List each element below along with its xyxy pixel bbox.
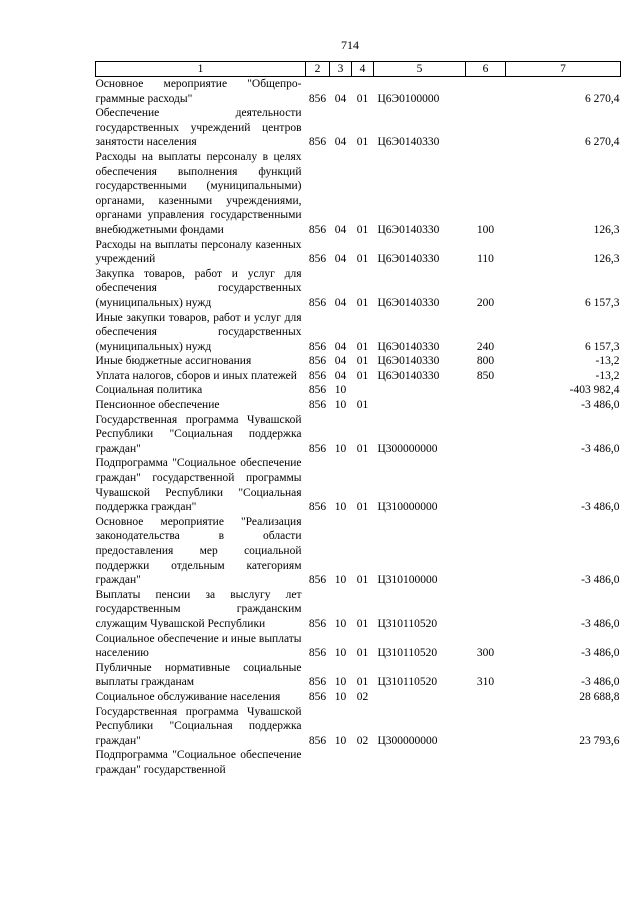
table-row [96,354,621,369]
row-ministry-code: 856 [308,690,327,703]
table-row [96,588,621,632]
row-expense-type-code [466,588,506,632]
column-header-subsection: 4 [352,62,374,77]
row-subsection-code: 01 [356,574,369,587]
row-name: Пенсионное обеспечение [95,399,220,412]
row-name: Государственная программа Чувашской Республики "Социальная поддержка граждан" [95,413,302,455]
row-target-item-code: Ц310110520 [377,617,438,630]
row-expense-type-code: 300 [476,647,495,660]
row-section-code: 04 [334,355,347,368]
row-subsection-code: 01 [356,676,369,689]
row-subsection-code: 01 [356,92,369,105]
row-expense-type-code [466,413,506,457]
row-amount: -3 486,0 [581,501,620,514]
row-name: Закупка товаров, работ и услуг для обеспечения государственных (муниципальных) нужд [95,267,302,309]
table-row [96,661,621,690]
row-section-code: 04 [334,223,347,236]
row-target-item-code [374,398,466,413]
row-section-code: 10 [334,501,347,514]
row-section-code: 10 [334,734,347,747]
row-expense-type-code: 800 [476,355,495,368]
table-row [96,690,621,705]
row-ministry-code: 856 [308,253,327,266]
row-target-item-code: Ц300000000 [377,734,438,747]
row-target-item-code: Ц6Э0140330 [377,340,440,353]
column-header-expense-type: 6 [466,62,506,77]
row-name: Государственная программа Чувашской Республики "Социальная поддержка граждан" [95,705,302,747]
row-target-item-code: Ц6Э0100000 [377,92,440,105]
row-expense-type-code [466,77,506,107]
row-target-item-code: Ц6Э0140330 [377,223,440,236]
row-subsection-code [352,383,374,398]
row-section-code: 04 [334,340,347,353]
row-name: Иные закупки товаров, работ и услуг для обеспечения государственных (муниципальных) нужд [95,311,302,353]
row-target-item-code: Ц6Э0140330 [377,296,440,309]
row-section-code: 04 [334,296,347,309]
row-expense-type-code: 200 [476,296,495,309]
row-subsection-code: 01 [356,399,369,412]
row-name: Социальное обслуживание населения [95,690,281,703]
row-amount: -3 486,0 [581,399,620,412]
row-subsection-code: 01 [356,340,369,353]
column-header-amount: 7 [506,62,621,77]
row-name: Основное мероприятие "Реализация законодательства в области предоставления мер социальной поддержки отдельным категориям граждан" [95,515,302,587]
row-amount: -3 486,0 [581,676,620,689]
row-target-item-code: Ц300000000 [377,442,438,455]
page-number: 714 [341,38,359,52]
row-subsection-code: 01 [356,296,369,309]
row-target-item-code: Ц6Э0140330 [377,136,440,149]
row-section-code: 04 [334,253,347,266]
row-section-code: 10 [334,647,347,660]
row-name: Иные бюджетные ассигнования [95,355,252,368]
row-name: Социальная политика [95,384,203,397]
row-name: Расходы на выплаты персоналу в целях обеспечения выполнения функций государственными (муниципальными) органами, казенными учреждениями, органами управления государственными внебюджетными фондами [95,150,302,236]
row-ministry-code: 856 [308,340,327,353]
row-subsection-code: 01 [356,501,369,514]
row-amount: -13,2 [595,355,620,368]
table-row [96,238,621,267]
row-expense-type-code: 850 [476,369,495,382]
row-expense-type-code [466,515,506,588]
row-expense-type-code [466,690,506,705]
row-section-code: 10 [334,574,347,587]
row-expense-type-code: 110 [477,253,494,266]
row-name: Основное мероприятие "Общепро-граммные расходы" [95,78,302,105]
column-header-section: 3 [330,62,352,77]
row-name: Расходы на выплаты персоналу казенных учреждений [95,238,302,266]
table-row [96,311,621,355]
row-subsection-code: 02 [356,734,369,747]
row-amount: -3 486,0 [581,647,620,660]
row-expense-type-code [466,705,506,749]
table-row [96,150,621,238]
row-target-item-code: Ц6Э0140330 [377,253,440,266]
row-target-item-code: Ц6Э0140330 [377,369,440,382]
column-header-target-item: 5 [374,62,466,77]
row-amount: -13,2 [595,369,620,382]
row-amount: 6 270,4 [585,136,620,149]
row-ministry-code: 856 [308,223,327,236]
table-row [96,632,621,661]
row-amount: 6 157,3 [585,296,620,309]
table-row [96,398,621,413]
row-target-item-code: Ц6Э0140330 [377,355,440,368]
row-amount: 23 793,6 [579,734,620,747]
row-expense-type-code: 310 [476,676,495,689]
table-row [96,267,621,311]
row-expense-type-code: 100 [476,223,495,236]
row-ministry-code: 856 [308,574,327,587]
row-section-code: 10 [334,617,347,630]
row-expense-type-code [466,456,506,514]
row-expense-type-code [466,383,506,398]
row-subsection-code: 02 [356,690,369,703]
row-section-code [330,748,352,777]
row-ministry-code: 856 [308,384,327,397]
row-target-item-code: Ц310110520 [377,676,438,689]
row-target-item-code [374,690,466,705]
column-header-name: 1 [96,62,306,77]
row-name: Выплаты пенсии за выслугу лет государственным гражданским служащим Чувашской Республики [95,588,302,630]
row-ministry-code: 856 [308,399,327,412]
row-name: Публичные нормативные социальные выплаты гражданам [95,661,302,689]
column-header-ministry: 2 [306,62,330,77]
row-target-item-code: Ц310110520 [377,647,438,660]
row-subsection-code [352,748,374,777]
row-amount: 6 157,3 [585,340,620,353]
row-ministry-code: 856 [308,355,327,368]
table-row [96,515,621,588]
row-subsection-code: 01 [356,647,369,660]
row-ministry-code: 856 [308,136,327,149]
row-section-code: 04 [334,92,347,105]
row-ministry-code: 856 [308,442,327,455]
table-row [96,77,621,107]
row-subsection-code: 01 [356,369,369,382]
row-target-item-code: Ц310100000 [377,574,438,587]
row-subsection-code: 01 [356,253,369,266]
row-ministry-code: 856 [308,369,327,382]
row-section-code: 04 [334,136,347,149]
row-section-code: 10 [334,442,347,455]
row-ministry-code: 856 [308,617,327,630]
table-row [96,705,621,749]
row-name: Социальное обеспечение и иные выплаты населению [95,632,302,660]
row-subsection-code: 01 [356,223,369,236]
row-subsection-code: 01 [356,136,369,149]
row-amount: -3 486,0 [581,574,620,587]
row-name: Обеспечение деятельности государственных учреждений центров занятости населения [95,107,302,149]
row-amount: 6 270,4 [585,92,620,105]
row-subsection-code: 01 [356,442,369,455]
row-ministry-code: 856 [308,296,327,309]
row-section-code: 10 [334,690,347,703]
row-subsection-code: 01 [356,617,369,630]
table-row [96,456,621,514]
table-row [96,369,621,384]
table-row [96,748,621,777]
row-name: Подпрограмма "Социальное обеспечение граждан" государственной программы Чувашской Республики "Социальная поддержка граждан" [95,457,302,514]
row-section-code: 10 [334,384,347,397]
table-body [96,77,621,778]
row-subsection-code: 01 [356,355,369,368]
row-ministry-code: 856 [308,647,327,660]
row-amount: -3 486,0 [581,442,620,455]
budget-table [95,61,621,778]
row-expense-type-code [466,106,506,150]
row-section-code: 10 [334,676,347,689]
row-amount [506,748,621,777]
row-section-code: 10 [334,399,347,412]
row-ministry-code [306,748,330,777]
row-name: Подпрограмма "Социальное обеспечение граждан" государственной [95,749,302,776]
row-target-item-code [374,748,466,777]
table-row [96,413,621,457]
table-row [96,106,621,150]
row-ministry-code: 856 [308,734,327,747]
row-ministry-code: 856 [308,92,327,105]
row-target-item-code [374,383,466,398]
row-expense-type-code [466,398,506,413]
row-amount: 126,3 [593,223,620,236]
row-name: Уплата налогов, сборов и иных платежей [95,369,297,382]
table-header-row [96,62,621,77]
row-amount: -3 486,0 [581,617,620,630]
row-amount: 126,3 [593,253,620,266]
row-expense-type-code: 240 [476,340,495,353]
row-amount: -403 982,4 [569,384,620,397]
row-ministry-code: 856 [308,501,327,514]
table-row [96,383,621,398]
row-ministry-code: 856 [308,676,327,689]
row-target-item-code: Ц310000000 [377,501,438,514]
row-expense-type-code [466,748,506,777]
row-amount: 28 688,8 [579,690,620,703]
row-section-code: 04 [334,369,347,382]
